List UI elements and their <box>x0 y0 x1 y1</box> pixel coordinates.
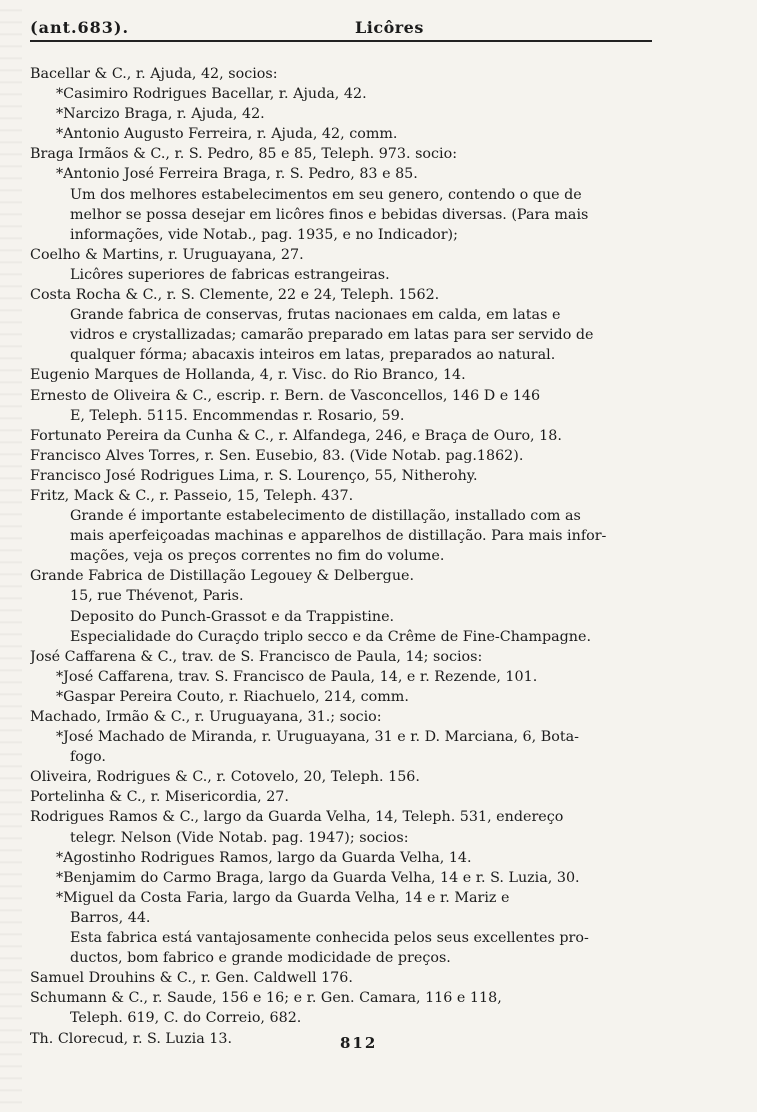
entry-detail-line: Barros, 44. <box>70 909 151 926</box>
entry-detail-line: Grande é importante estabelecimento de distillação, installado com as <box>70 508 581 525</box>
entry-detail-line: *José Caffarena, trav. S. Francisco de Paula, 14, e r. Rezende, 101. <box>56 668 538 685</box>
entry-detail-line: *Agostinho Rodrigues Ramos, largo da Guarda Velha, 14. <box>56 849 472 866</box>
entry-detail-line: E, Teleph. 5115. Encommendas r. Rosario, 59. <box>70 407 405 424</box>
entry-detail-line: *Casimiro Rodrigues Bacellar, r. Ajuda, 42. <box>56 86 367 103</box>
page-header <box>30 14 652 42</box>
entry-detail-line: Deposito do Punch-Grassot e da Trappistine. <box>70 608 395 625</box>
entry-detail-line: *Antonio Augusto Ferreira, r. Ajuda, 42, comm. <box>56 126 398 143</box>
entry-line: Portelinha & C., r. Misericordia, 27. <box>30 789 289 806</box>
entry-detail-line: informações, vide Notab., pag. 1935, e no Indicador); <box>70 226 458 243</box>
entry-detail-line: mações, veja os preços correntes no fim do volume. <box>70 548 445 565</box>
entry-detail-line: *Gaspar Pereira Couto, r. Riachuelo, 214, comm. <box>56 688 409 705</box>
entry-detail-line: Licôres superiores de fabricas estrangeiras. <box>70 266 390 283</box>
header-title: Licôres <box>355 18 424 37</box>
entry-line: Samuel Drouhins & C., r. Gen. Caldwell 176. <box>30 970 353 987</box>
entry-line: Bacellar & C., r. Ajuda, 42, socios: <box>30 66 278 82</box>
entry-detail-line: *Benjamim do Carmo Braga, largo da Guarda Velha, 14 e r. S. Luzia, 30. <box>56 869 580 886</box>
entry-detail-line: melhor se possa desejar em licôres finos e bebidas diversas. (Para mais <box>70 206 589 223</box>
page-edge-speckle <box>0 0 22 1112</box>
entry-line: Rodrigues Ramos & C., largo da Guarda Velha, 14, Teleph. 531, endereço <box>30 809 564 826</box>
entry-line: Fortunato Pereira da Cunha & C., r. Alfandega, 246, e Braça de Ouro, 18. <box>30 427 562 444</box>
entry-detail-line: *José Machado de Miranda, r. Uruguayana, 31 e r. D. Marciana, 6, Bota- <box>56 729 579 746</box>
entry-line: Fritz, Mack & C., r. Passeio, 15, Teleph. 437. <box>30 487 354 504</box>
entry-line: Schumann & C., r. Saude, 156 e 16; e r. Gen. Camara, 116 e 118, <box>30 990 502 1007</box>
entry-detail-line: Especialidade do Curaçdo triplo secco e da Crême de Fine-Champagne. <box>70 628 592 645</box>
entry-detail-line: *Narcizo Braga, r. Ajuda, 42. <box>56 106 265 123</box>
entry-detail-line: fogo. <box>70 749 106 766</box>
entry-line: Ernesto de Oliveira & C., escrip. r. Bern. de Vasconcellos, 146 D e 146 <box>30 387 541 404</box>
entry-line: Braga Irmãos & C., r. S. Pedro, 85 e 85, Teleph. 973. socio: <box>30 146 458 163</box>
directory-entries <box>30 64 710 1049</box>
page-number: 812 <box>340 1034 378 1052</box>
entry-line: Costa Rocha & C., r. S. Clemente, 22 e 24, Teleph. 1562. <box>30 287 440 304</box>
entry-detail-line: *Antonio José Ferreira Braga, r. S. Pedro, 83 e 85. <box>56 166 418 183</box>
entry-line: Th. Clorecud, r. S. Luzia 13. <box>30 1030 233 1047</box>
entry-line: Machado, Irmão & C., r. Uruguayana, 31.; socio: <box>30 709 382 725</box>
entry-detail-line: qualquer fórma; abacaxis inteiros em latas, preparados ao natural. <box>70 347 556 364</box>
entry-detail-line: Um dos melhores estabelecimentos em seu genero, contendo o que de <box>70 186 582 203</box>
entry-line: Coelho & Martins, r. Uruguayana, 27. <box>30 246 304 263</box>
entry-detail-line: mais aperfeiçoadas machinas e apparelhos de distillação. Para mais infor- <box>70 528 607 545</box>
header-reference: (ant.683). <box>30 18 130 37</box>
entry-line: Oliveira, Rodrigues & C., r. Cotovelo, 20, Teleph. 156. <box>30 769 420 786</box>
entry-line: Eugenio Marques de Hollanda, 4, r. Visc. do Rio Branco, 14. <box>30 367 466 384</box>
entry-detail-line: ductos, bom fabrico e grande modicidade de preços. <box>70 950 451 967</box>
entry-line: Grande Fabrica de Distillação Legouey & Delbergue. <box>30 568 415 585</box>
entry-detail-line: *Miguel da Costa Faria, largo da Guarda Velha, 14 e r. Mariz e <box>56 889 510 906</box>
entry-detail-line: vidros e crystallizadas; camarão preparado em latas para ser servido de <box>70 327 594 344</box>
entry-line: José Caffarena & C., trav. de S. Francisco de Paula, 14; socios: <box>30 648 483 665</box>
entry-detail-line: Teleph. 619, C. do Correio, 682. <box>70 1010 302 1027</box>
entry-detail-line: Esta fabrica está vantajosamente conhecida pelos seus excellentes pro- <box>70 930 589 947</box>
entry-line: Francisco Alves Torres, r. Sen. Eusebio, 83. (Vide Notab. pag.1862). <box>30 447 524 464</box>
entry-detail-line: Grande fabrica de conservas, frutas nacionaes em calda, em latas e <box>70 307 561 324</box>
entry-line: Francisco José Rodrigues Lima, r. S. Lourenço, 55, Nitherohy. <box>30 467 478 484</box>
entry-detail-line: telegr. Nelson (Vide Notab. pag. 1947); socios: <box>70 829 409 846</box>
entry-detail-line: 15, rue Thévenot, Paris. <box>70 588 244 605</box>
